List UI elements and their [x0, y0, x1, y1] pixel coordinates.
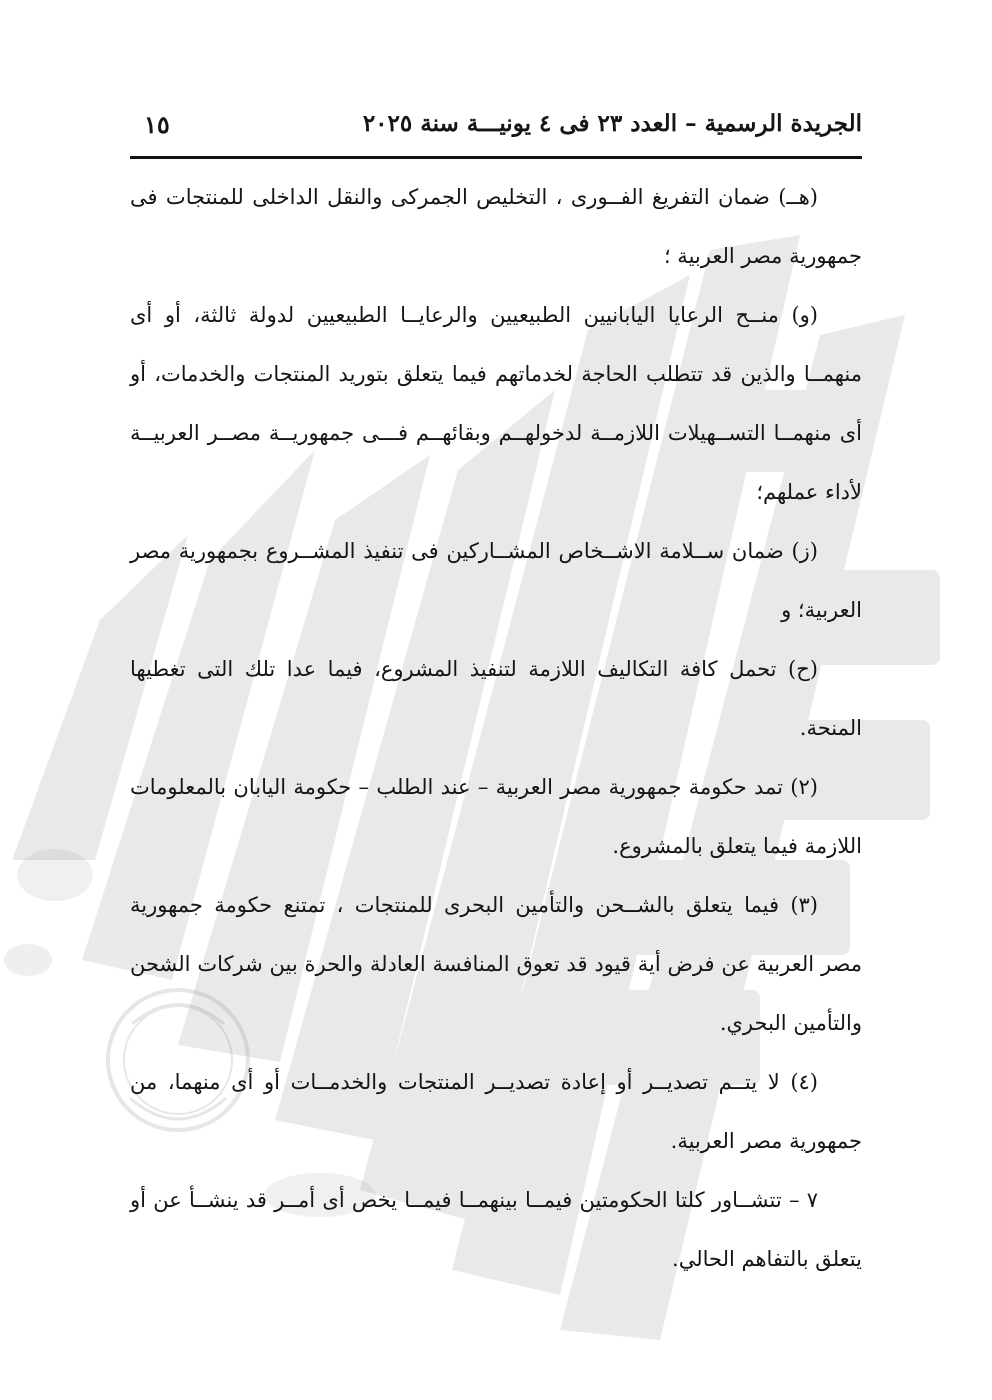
paragraph-z: (ز) ضمان ســلامة الاشــخاص المشــاركين فى تنفيذ المشــروع بجمهورية مصر العربية؛ و: [130, 539, 862, 622]
paragraph-3: (٣) فيما يتعلق بالشــحن والتأمين البحرى للمنتجات ، تمتنع حكومة جمهورية مصر العربية عن فرض أية قيود قد تعوق المنافسة العادلة والحرة بين شركات الشحن والتأمين البحري.: [130, 893, 862, 1035]
paragraph-w: (و) منــح الرعايا اليابانيين الطبيعيين والرعايــا الطبيعيين لدولة ثالثة، أو أى منهمــا والذين قد تتطلب الحاجة لخدماتهم فيما يتعلق بتوريد المنتجات والخدمات، أو أى منهمــا التســهيلات اللازمــة لدخولهــم وبقائهــم فـــى جمهوريــة مصــر العربيــة لأداء عملهم؛: [130, 303, 862, 504]
paragraph-7: ٧ – تتشــاور كلتا الحكومتين فيمــا بينهمــا فيمــا يخص أى أمــر قد ينشــأ عن أو يتعلق بالتفاهم الحالي.: [130, 1188, 862, 1271]
paragraph-4: (٤) لا يتــم تصديــر أو إعادة تصديــر المنتجات والخدمــات أو أى منهما، من جمهورية مصر العربية.: [130, 1070, 862, 1153]
page-number: ١٥: [144, 110, 170, 139]
page-header: [130, 104, 862, 154]
document-body: [130, 168, 862, 1289]
paragraph-ha: (ح) تحمل كافة التكاليف اللازمة لتنفيذ المشروع، فيما عدا تلك التى تغطيها المنحة.: [130, 657, 862, 740]
paragraph-h: (هــ) ضمان التفريغ الفــورى ، التخليص الجمركى والنقل الداخلى للمنتجات فى جمهورية مصر العربية ؛: [130, 185, 862, 268]
gazette-header-title: الجريدة الرسمية – العدد ٢٣ فى ٤ يونيـــة سنة ٢٠٢٥: [362, 110, 862, 137]
paragraph-2: (٢) تمد حكومة جمهورية مصر العربية – عند الطلب – حكومة اليابان بالمعلومات اللازمة فيما يتعلق بالمشروع.: [130, 775, 862, 858]
header-divider: [130, 156, 862, 159]
